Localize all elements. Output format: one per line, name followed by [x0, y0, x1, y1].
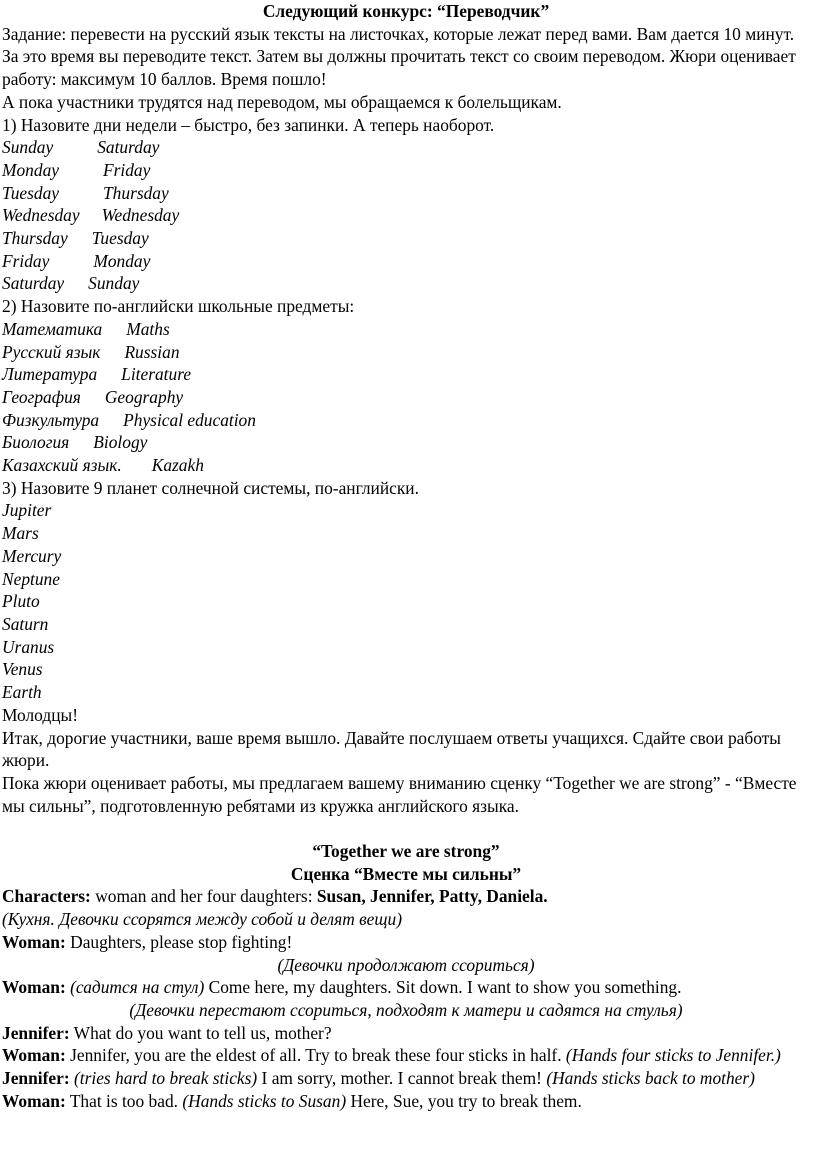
play-title-russian: Сценка “Вместе мы сильны”: [290, 863, 522, 884]
subject-row: Русский язык Russian: [2, 341, 180, 362]
dialogue-line: Woman: Daughters, please stop fighting!: [2, 931, 293, 952]
well-done-line: Молодцы!: [2, 704, 78, 725]
planet-item: Venus: [2, 659, 43, 680]
stage-direction: (Девочки перестают ссориться, подходят к матери и садятся на стулья): [129, 999, 683, 1020]
dialogue-line: Woman: Jennifer, you are the eldest of all. Try to break these four sticks in half. (Hands four sticks to Jennifer.): [2, 1045, 781, 1066]
planets-list: [2, 499, 810, 703]
stage-direction: (Кухня. Девочки ссорятся между собой и делят вещи): [2, 909, 402, 930]
question-2: 2) Назовите по-английски школьные предметы:: [2, 296, 355, 317]
planet-item: Earth: [2, 682, 42, 703]
planet-item: Mars: [2, 523, 39, 544]
days-row: Wednesday Wednesday: [2, 205, 180, 226]
planet-item: Neptune: [2, 568, 60, 589]
days-row: Friday Monday: [2, 250, 151, 271]
page-heading: Следующий конкурс: “Переводчик”: [262, 1, 550, 21]
days-list: [2, 136, 810, 295]
planet-item: Pluto: [2, 591, 40, 612]
question-1: 1) Назовите дни недели – быстро, без запинки. А теперь наоборот.: [2, 114, 495, 135]
dialogue-line: Woman: (садится на стул) Come here, my daughters. Sit down. I want to show you something.: [2, 977, 682, 998]
characters-line: Characters: woman and her four daughters: Susan, Jennifer, Patty, Daniela.: [2, 886, 548, 907]
time-up-paragraph: Итак, дорогие участники, ваше время вышло. Давайте послушаем ответы учащихся. Сдайте свои работы жюри.: [2, 727, 781, 771]
days-row: Saturday Sunday: [2, 273, 140, 294]
days-row: Thursday Tuesday: [2, 228, 149, 249]
subject-row: Математика Maths: [2, 318, 170, 339]
blank-line: [2, 817, 810, 840]
subjects-list: [2, 318, 810, 477]
subject-row: Литература Literature: [2, 364, 192, 385]
planet-item: Mercury: [2, 545, 62, 566]
task-intro: Задание: перевести на русский язык тексты на листочках, которые лежат перед вами. Вам дается 10 минут. За это время вы переводите текст. Затем вы должны прочитать текст со своим переводом. Жюри оценивает работу: максимум 10 баллов. Время пошло!: [2, 23, 796, 90]
subject-row: Казахский язык. Kazakh: [2, 455, 204, 476]
days-row: Sunday Saturday: [2, 137, 160, 158]
play-intro-paragraph: Пока жюри оценивает работы, мы предлагаем вашему вниманию сценку “Together we are strong” - “Вместе мы сильны”, подготовленную ребятами из кружка английского языка.: [2, 772, 797, 816]
dialogue-line: Woman: That is too bad. (Hands sticks to Susan) Here, Sue, you try to break them.: [2, 1090, 582, 1111]
dialogue-line: Jennifer: (tries hard to break sticks) I am sorry, mother. I cannot break them! (Hands sticks back to mother): [2, 1068, 755, 1089]
play-title-english: “Together we are strong”: [312, 841, 500, 861]
planet-item: Saturn: [2, 613, 49, 634]
question-3: 3) Назовите 9 планет солнечной системы, по-английски.: [2, 477, 419, 498]
subject-row: Физкультура Physical education: [2, 409, 256, 430]
fans-line: А пока участники трудятся над переводом, мы обращаемся к болельщикам.: [2, 91, 562, 112]
subject-row: География Geography: [2, 386, 184, 407]
days-row: Tuesday Thursday: [2, 182, 169, 203]
dialogue-line: Jennifer: What do you want to tell us, mother?: [2, 1022, 332, 1043]
planet-item: Jupiter: [2, 500, 52, 521]
subject-row: Биология Biology: [2, 432, 148, 453]
stage-direction: (Девочки продолжают ссориться): [277, 954, 535, 975]
days-row: Monday Friday: [2, 159, 151, 180]
planet-item: Uranus: [2, 636, 55, 657]
